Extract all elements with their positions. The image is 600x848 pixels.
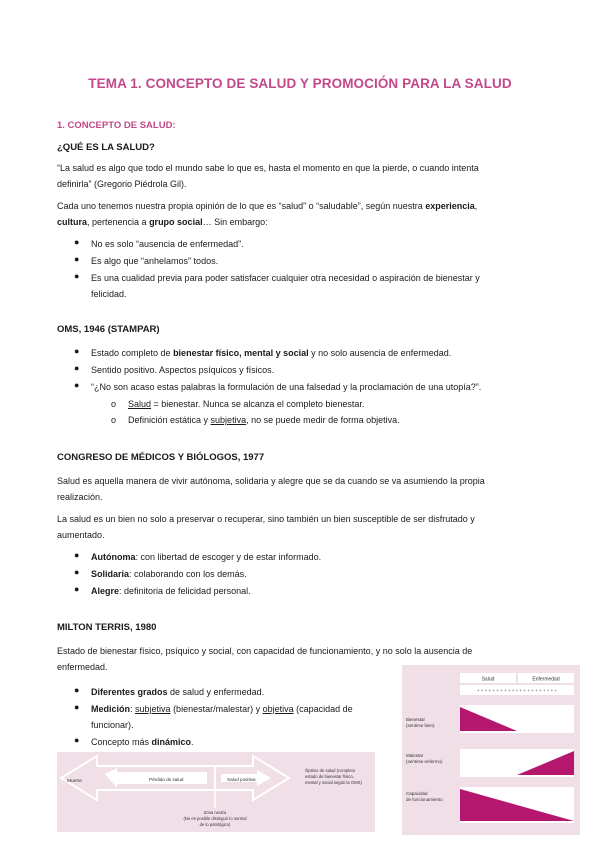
underlined-text: subjetiva [135, 704, 171, 714]
row-label: (sentirse bien) [406, 723, 435, 728]
list-item [91, 566, 247, 582]
label-zone: (No es posible distinguir lo normal [183, 816, 247, 821]
underlined-text: objetiva [262, 704, 294, 714]
row-label: (sentirse enfermo) [406, 759, 443, 764]
label-zone: de lo patológico) [199, 822, 231, 827]
list-item-line: felicidad. [91, 289, 127, 299]
row-label: Capacidad [406, 791, 428, 796]
health-continuum-diagram [57, 752, 375, 832]
list-item [91, 701, 396, 733]
row-label: de funcionamiento [406, 797, 443, 802]
label-zone: Zona neutra [203, 810, 227, 815]
label-loss: Pérdida de salud [149, 777, 184, 782]
text: , no se puede medir de forma objetiva. [246, 415, 400, 425]
text: Estado completo de [91, 348, 174, 358]
terris-heading: MILTON TERRIS, 1980 [57, 622, 157, 633]
list-item: Sentido positivo. Aspectos psíquicos y físicos. [91, 365, 275, 375]
page-title: TEMA 1. CONCEPTO DE SALUD Y PROMOCIÓN PARA LA SALUD [88, 76, 512, 91]
sub-bullet-marker: o [111, 415, 117, 425]
row-label: Malestar [406, 753, 424, 758]
bold-text: cultura [57, 217, 88, 227]
bold-text: Autónoma [91, 552, 136, 562]
bullet-icon: ● [74, 550, 80, 560]
bullet-icon: ● [74, 567, 80, 577]
text: (capacidad de [293, 704, 353, 714]
text: : definitoria de felicidad personal. [119, 586, 251, 596]
scale-marks: + + + + + + + + + + + + + + + + + + + + + [476, 688, 558, 693]
text: de salud y enfermedad. [167, 687, 265, 697]
label-positive: Salud positiva [227, 777, 256, 782]
paragraph-line: enfermedad. [57, 662, 108, 672]
list-item-line: funcionar). [91, 720, 134, 730]
bullet-icon: ● [74, 271, 80, 281]
text: y no solo ausencia de enfermedad. [308, 348, 452, 358]
paragraph [57, 198, 547, 230]
col-header-salud: Salud [481, 676, 495, 683]
bold-text: grupo social [149, 217, 203, 227]
bold-text: Diferentes grados [91, 687, 168, 697]
text: , [474, 201, 478, 211]
text: , pertenencia a [87, 217, 150, 227]
text: : [130, 704, 136, 714]
paragraph-line [57, 214, 547, 230]
bold-text: Alegre [91, 586, 120, 596]
quote-line: “La salud es algo que todo el mundo sabe lo que es, hasta el momento en que la pierde, o cuando intenta [57, 163, 479, 173]
bullet-icon: ● [74, 346, 80, 356]
label-optimum: estado de bienestar físico, [305, 774, 354, 779]
list-item [91, 734, 194, 750]
underlined-text: subjetiva [210, 415, 247, 425]
bullet-icon: ● [74, 702, 80, 712]
paragraph-line: La salud es un bien no solo a preservar o recuperar, sino también un bien susceptible de ser disfrutado y [57, 514, 475, 524]
paragraph-line [57, 198, 547, 214]
bold-text: Medición [91, 704, 131, 714]
text: … Sin embargo: [202, 217, 268, 227]
list-item [91, 345, 451, 361]
bold-text: experiencia [425, 201, 475, 211]
oms-heading: OMS, 1946 (STAMPAR) [57, 324, 160, 335]
text: = bienestar. Nunca se alcanza el completo bienestar. [151, 399, 365, 409]
text: : con libertad de escoger y de estar informado. [135, 552, 322, 562]
bullet-icon: ● [74, 685, 80, 695]
bullet-icon: ● [74, 237, 80, 247]
quote-line: definirla” (Gregorio Piédrola Gil). [57, 179, 187, 189]
underlined-text: Salud [128, 399, 152, 409]
list-item: “¿No son acaso estas palabras la formulación de una falsedad y la proclamación de una utopía?”. [91, 382, 482, 392]
bullet-icon: ● [74, 735, 80, 745]
bullet-icon: ● [74, 254, 80, 264]
row-label: Bienestar [406, 717, 426, 722]
subheading: ¿QUÉ ES LA SALUD? [57, 142, 155, 153]
col-header-enfermedad: Enfermedad [532, 676, 560, 683]
paragraph [57, 473, 547, 505]
paragraph-line: realización. [57, 492, 103, 502]
continuum-arrows [57, 752, 375, 832]
congreso-heading: CONGRESO DE MÉDICOS Y BIÓLOGOS, 1977 [57, 452, 265, 463]
quote [57, 160, 547, 192]
bold-text: bienestar físico, mental y social [173, 348, 309, 358]
list-item: No es solo “ausencia de enfermedad”. [91, 239, 244, 249]
text: (bienestar/malestar) y [170, 704, 263, 714]
label-optimum: mental y social según la OMS) [305, 780, 362, 785]
text: : colaborando con los demás. [129, 569, 247, 579]
sub-list-item [128, 396, 364, 412]
list-item [91, 583, 251, 599]
paragraph-line: Estado de bienestar físico, psíquico y social, con capacidad de funcionamiento, y no solo la ausencia de [57, 646, 473, 656]
text: Definición estática y [128, 415, 211, 425]
section-heading: 1. CONCEPTO DE SALUD: [57, 120, 176, 131]
bold-text: dinámico [151, 737, 192, 747]
paragraph-line: aumentado. [57, 530, 105, 540]
scale-graphic [402, 665, 580, 835]
sub-list-item [128, 412, 400, 428]
text: Cada uno tenemos nuestra propia opinión de lo que es “salud” o “saludable”, según nuestra [57, 201, 426, 211]
bold-text: Solidaria [91, 569, 130, 579]
bullet-icon: ● [74, 584, 80, 594]
list-item [91, 270, 547, 302]
bullet-icon: ● [74, 363, 80, 373]
list-item-line [91, 701, 396, 717]
bullet-icon: ● [74, 380, 80, 390]
list-item [91, 549, 321, 565]
list-item: Es algo que “anhelamos” todos. [91, 256, 219, 266]
text: Concepto más [91, 737, 152, 747]
label-optimum: Óptimo de salud (completo [305, 768, 356, 773]
list-item-line: Es una cualidad previa para poder satisfacer cualquier otra necesidad o aspiración de bienestar y [91, 273, 480, 283]
paragraph [57, 511, 547, 543]
paragraph-line: Salud es aquella manera de vivir autónoma, solidaria y alegre que se da cuando se va asumiendo la propia [57, 476, 485, 486]
list-item [91, 684, 264, 700]
label-death: Muerte [67, 779, 82, 784]
sub-bullet-marker: o [111, 399, 117, 409]
text: . [191, 737, 194, 747]
terris-scale-table [402, 665, 580, 835]
